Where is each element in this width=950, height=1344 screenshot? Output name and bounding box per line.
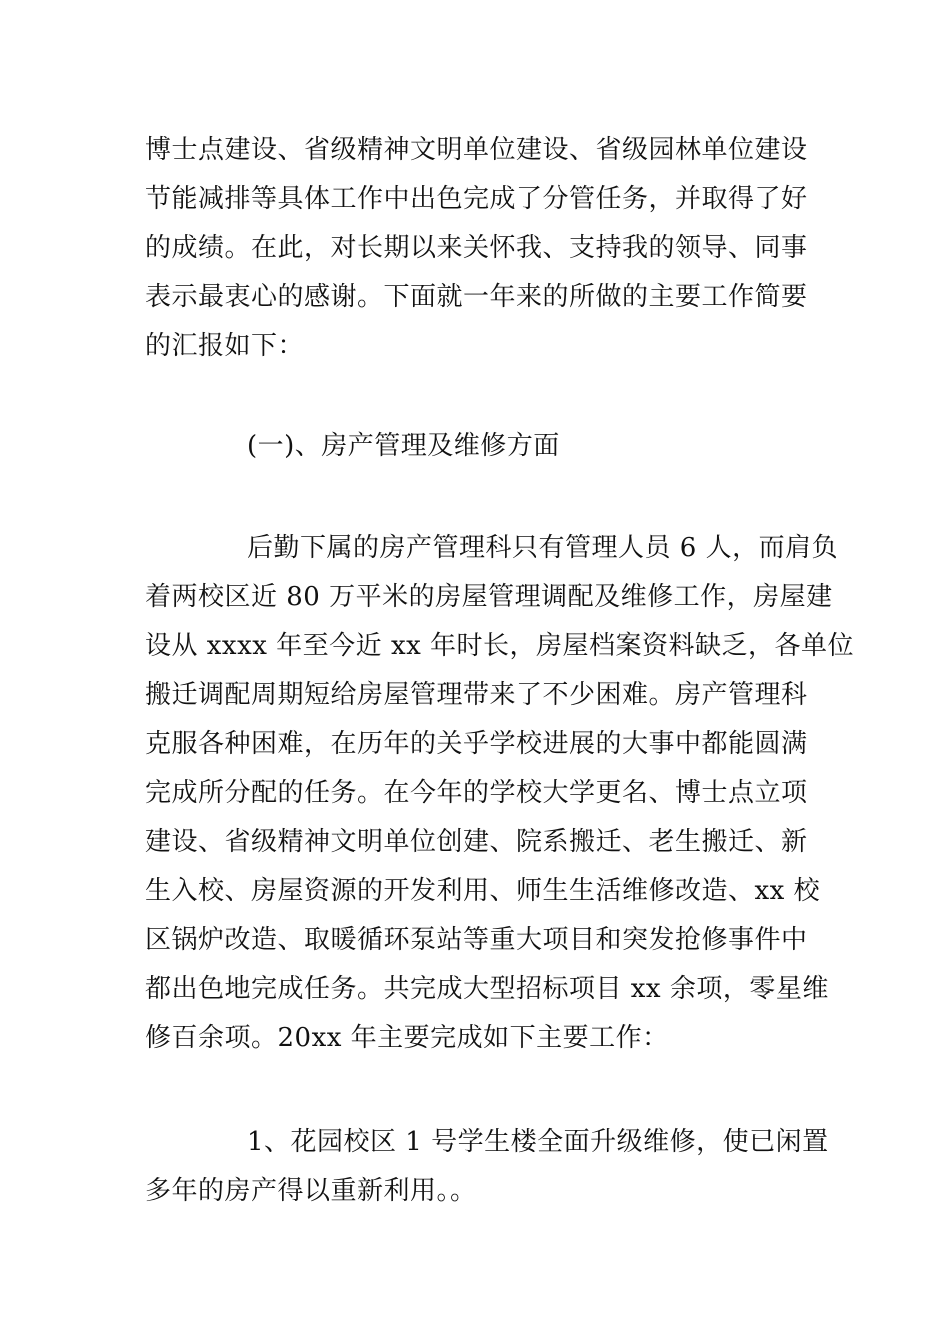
main-line-2: 着两校区近 80 万平米的房屋管理调配及维修工作，房屋建: [145, 582, 833, 612]
intro-line-3: 的成绩。在此，对长期以来关怀我、支持我的领导、同事: [145, 233, 808, 263]
section-heading: (一)、房产管理及维修方面: [247, 431, 560, 461]
intro-line-1: 博士点建设、省级精神文明单位建设、省级园林单位建设: [145, 135, 808, 165]
main-line-3: 设从 xxxx 年至今近 xx 年时长，房屋档案资料缺乏，各单位: [145, 631, 855, 661]
intro-line-4: 表示最衷心的感谢。下面就一年来的所做的主要工作简要: [145, 282, 808, 312]
main-line-7: 建设、省级精神文明单位创建、院系搬迁、老生搬迁、新: [145, 827, 808, 857]
main-line-9: 区锅炉改造、取暖循环泵站等重大项目和突发抢修事件中: [145, 925, 808, 955]
main-line-8: 生入校、房屋资源的开发利用、师生生活维修改造、xx 校: [145, 876, 821, 906]
main-line-5: 克服各种困难，在历年的关乎学校进展的大事中都能圆满: [145, 729, 808, 759]
main-line-4: 搬迁调配周期短给房屋管理带来了不少困难。房产管理科: [145, 680, 808, 710]
item1-line-1: 1、花园校区 1 号学生楼全面升级维修，使已闲置: [247, 1127, 829, 1157]
main-line-1: 后勤下属的房产管理科只有管理人员 6 人，而肩负: [247, 533, 839, 563]
item1-line-2: 多年的房产得以重新利用。。: [145, 1176, 477, 1206]
main-line-10: 都出色地完成任务。共完成大型招标项目 xx 余项，零星维: [145, 974, 829, 1004]
main-line-6: 完成所分配的任务。在今年的学校大学更名、博士点立项: [145, 778, 808, 808]
main-line-11: 修百余项。20xx 年主要完成如下主要工作：: [145, 1023, 669, 1053]
intro-line-2: 节能减排等具体工作中出色完成了分管任务，并取得了好: [145, 184, 808, 214]
intro-line-5: 的汇报如下：: [145, 331, 305, 361]
